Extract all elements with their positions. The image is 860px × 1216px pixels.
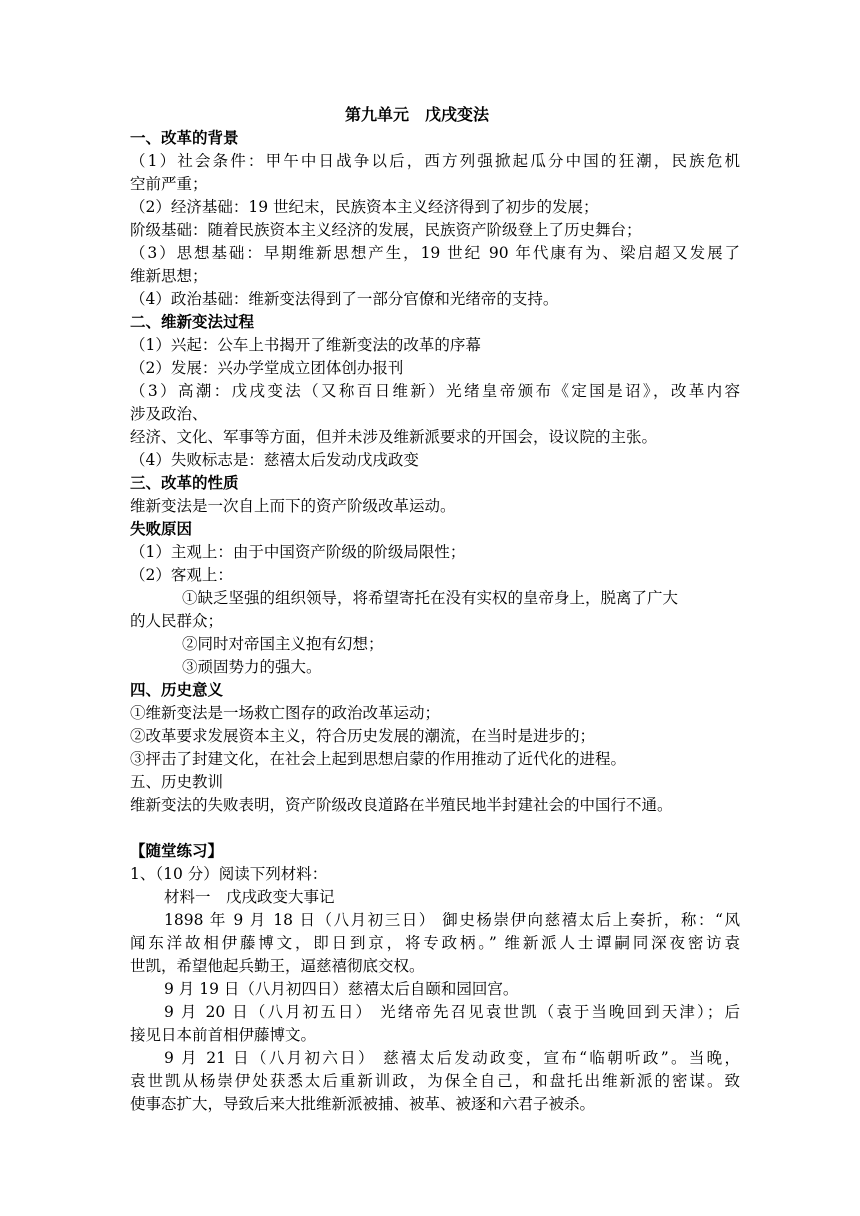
- text-line: （4）政治基础：维新变法得到了一部分官僚和光绪帝的支持。: [130, 290, 559, 308]
- text-line: 的人民群众；: [130, 612, 224, 630]
- text-line: 维新思想；: [130, 267, 208, 285]
- text-line: 接见日本前首相伊藤博文。: [130, 1026, 317, 1044]
- text-line: 空前严重；: [130, 175, 208, 193]
- text-line: （2）客观上：: [130, 566, 233, 584]
- section-heading-lessons: 五、历史教训: [130, 773, 224, 791]
- text-line: 闻东洋故相伊藤博文，即日到京，将专政柄。” 维新派人士谭嗣同深夜密访袁: [130, 934, 740, 952]
- text-line: 经济、文化、军事等方面，但并未涉及维新派要求的开国会，设议院的主张。: [130, 428, 658, 446]
- text-line: ③顽固势力的强大。: [182, 658, 322, 676]
- text-line: ②改革要求发展资本主义，符合历史发展的潮流，在当时是进步的；: [130, 727, 596, 745]
- text-line: ③抨击了封建文化，在社会上起到思想启蒙的作用推动了近代化的进程。: [130, 750, 627, 768]
- text-line: 9 月 20 日（八月初五日） 光绪帝先召见袁世凯（袁于当晚回到天津）；后: [164, 1003, 740, 1021]
- text-line: 维新变法的失败表明，资产阶级改良道路在半殖民地半封建社会的中国行不通。: [130, 796, 673, 814]
- text-line: （1）兴起：公车上书揭开了维新变法的改革的序幕: [130, 336, 481, 354]
- section-heading-process: 二、维新变法过程: [130, 313, 255, 331]
- subheading-failure-reasons: 失败原因: [130, 520, 193, 538]
- text-line: （3）高潮：戊戌变法（又称百日维新）光绪皇帝颁布《定国是诏》，改革内容: [130, 382, 740, 400]
- text-line: ①维新变法是一场救亡图存的政治改革运动；: [130, 704, 441, 722]
- text-line: ①缺乏坚强的组织领导，将希望寄托在没有实权的皇帝身上，脱离了广大: [182, 589, 679, 607]
- text-line: 阶级基础：随着民族资本主义经济的发展，民族资产阶级登上了历史舞台；: [130, 221, 642, 239]
- text-line: （2）经济基础：19 世纪末，民族资本主义经济得到了初步的发展；: [130, 198, 599, 216]
- text-line: 1898 年 9 月 18 日（八月初三日） 御史杨崇伊向慈禧太后上奏折，称：“风: [164, 911, 740, 929]
- text-line: 世凯，希望他起兵勤王，逼慈禧彻底交权。: [130, 957, 425, 975]
- section-heading-significance: 四、历史意义: [130, 681, 224, 699]
- text-line: （4）失败标志是：慈禧太后发动戊戌政变: [130, 451, 419, 469]
- text-line: 涉及政治、: [130, 405, 208, 423]
- page-title: 第九单元 戊戌变法: [344, 105, 489, 124]
- text-line: （3）思想基础：早期维新思想产生，19 世纪 90 年代康有为、梁启超又发展了: [130, 244, 740, 262]
- practice-heading: 【随堂练习】: [130, 842, 224, 860]
- text-line: （2）发展：兴办学堂成立团体创办报刊: [130, 359, 404, 377]
- text-line: 9 月 21 日（八月初六日） 慈禧太后发动政变，宣布“临朝听政”。当晚，: [164, 1049, 740, 1067]
- text-line: 9 月 19 日（八月初四日）慈禧太后自颐和园回宫。: [164, 980, 519, 998]
- text-line: 维新变法是一次自上而下的资产阶级改革运动。: [130, 497, 456, 515]
- text-line: （1）主观上：由于中国资产阶级的阶级局限性；: [130, 543, 466, 561]
- material-title: 材料一 戊戌政变大事记: [164, 888, 335, 906]
- text-line: 袁世凯从杨崇伊处获悉太后重新训政，为保全自己，和盘托出维新派的密谋。致: [130, 1072, 740, 1090]
- text-line: 使事态扩大，导致后来大批维新派被捕、被革、被逐和六君子被杀。: [130, 1095, 596, 1113]
- text-line: （1）社会条件：甲午中日战争以后，西方列强掀起瓜分中国的狂潮，民族危机: [130, 152, 740, 170]
- question-line: 1、（10 分）阅读下列材料：: [130, 865, 328, 883]
- text-line: ②同时对帝国主义抱有幻想；: [182, 635, 384, 653]
- section-heading-background: 一、改革的背景: [130, 129, 239, 147]
- section-heading-nature: 三、改革的性质: [130, 474, 239, 492]
